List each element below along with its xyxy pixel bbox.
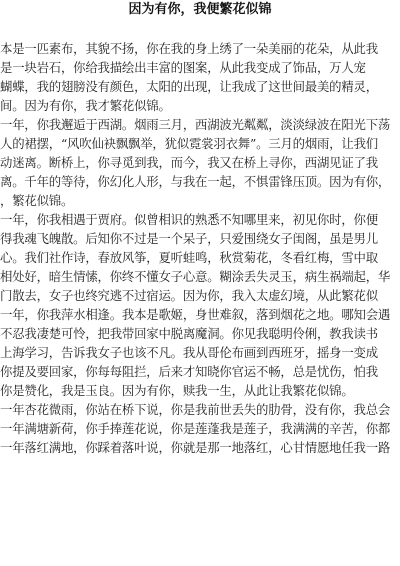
body-line: 本是一匹素布，其貌不扬，你在我的身上绣了一朵美丽的花朵，从此我: [0, 41, 378, 56]
article-body: [0, 39, 400, 457]
article-title: 因为有你，我便繁花似锦: [128, 2, 272, 17]
body-line: 间。因为有你，我才繁花似锦。: [0, 98, 171, 113]
body-line: 一年满塘新荷，你手捧莲花说，你是莲蓬我是莲子，我满满的辛苦，你都: [0, 421, 391, 436]
body-line: 你提及要回家，你每每阻拦，后来才知晓你官运不畅，总是忧伤，怕我: [0, 364, 378, 379]
body-line: 得我魂飞魄散。后知你不过是一个呆子，只爱围绕女子闺阁，虽是男儿: [0, 231, 378, 246]
body-line: 一年杏花微雨，你站在桥下说，你是我前世丢失的肋骨，没有你，我总会: [0, 402, 391, 417]
body-line: 离。千年的等待，你幻化人形，与我在一起，不惧雷锋压顶。因为有你，: [0, 174, 391, 189]
body-line: 一年，你我萍水相逢。我本是歌姬，身世难叙，落到烟花之地。哪知会遇: [0, 307, 391, 322]
body-line: 一年，你我邂逅于西湖。烟雨三月，西湖波光粼粼，淡淡绿波在阳光下荡: [0, 117, 391, 132]
body-line: 动迷离。断桥上，你寻觅到我，而今，我又在桥上寻你，西湖见证了我: [0, 155, 378, 170]
body-line: 你是赞化，我是玉良。因为有你，赎我一生，从此让我繁花似锦。: [0, 383, 354, 398]
body-line: 心。我们社作诗，春放风筝，夏听蛙鸣，秋赏菊花，冬看红梅，雪中取: [0, 250, 378, 265]
body-line: 门散去，女子也终究逃不过宿运。因为你，我入太虚幻境，从此繁花似: [0, 288, 378, 303]
body-line: 是一块岩石，你给我描绘出丰富的图案，从此我变成了饰品，万人宠: [0, 60, 366, 75]
body-line: 蝴蝶，我的翅膀没有颜色，太阳的出现，让我成了这世间最美的精灵，: [0, 79, 378, 94]
body-line: 相处好，暗生情愫，你终不懂女子心意。糊涂丢失灵玉，病生祸端起，华: [0, 269, 391, 284]
body-line: 上海学习，告诉我女子也该不凡。我从哥伦布画到西班牙，摇身一变成: [0, 345, 378, 360]
body-line: 一年落红满地，你踩着落叶说，你就是那一地落红，心甘情愿地任我一路: [0, 440, 391, 455]
body-line: 人的裙摆，“风吹仙袂飘飘举，犹似霓裳羽衣舞”。三月的烟雨，让我们: [0, 136, 378, 151]
body-line: 不忍我凄楚可怜，把我带回家中脱离魔洞。你见我聪明伶俐，教我读书: [0, 326, 378, 341]
body-line: ，繁花似锦。: [0, 193, 74, 208]
body-line: 一年，你我相遇于贾府。似曾相识的熟悉不知哪里来，初见你时，你便: [0, 212, 378, 227]
